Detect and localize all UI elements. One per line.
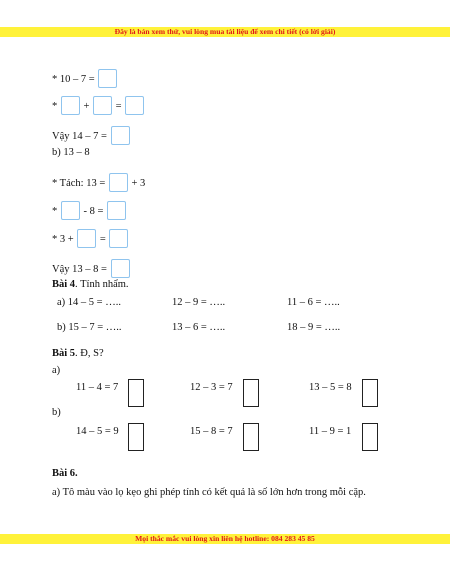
step-line-add	[52, 229, 129, 248]
exercise-4-item: 13 – 6 = …..	[172, 322, 226, 333]
exercise-instruction: . Đ, S?	[75, 348, 104, 359]
answer-box[interactable]	[109, 173, 128, 192]
true-false-item: 11 – 4 = 7	[76, 382, 119, 393]
exercise-title: Bài 4	[52, 279, 76, 290]
exercise-instruction: . Tính nhẩm.	[75, 279, 129, 290]
true-false-box[interactable]	[128, 423, 144, 451]
plus-sign: +	[83, 101, 90, 112]
answer-box[interactable]	[111, 259, 130, 278]
exercise-4-item: 11 – 6 = …..	[287, 297, 340, 308]
true-false-item: 14 – 5 = 9	[76, 426, 119, 437]
answer-box[interactable]	[109, 229, 128, 248]
true-false-box[interactable]	[243, 423, 259, 451]
step-line-2	[52, 96, 145, 115]
exercise-6-instruction: a) Tô màu vào lọ kẹo ghi phép tính có kết quả là số lớn hơn trong mỗi cặp.	[52, 487, 366, 498]
true-false-item: 15 – 8 = 7	[190, 426, 233, 437]
equals-sign: =	[115, 101, 122, 112]
true-false-box[interactable]	[243, 379, 259, 407]
answer-box[interactable]	[61, 96, 80, 115]
true-false-box[interactable]	[362, 423, 378, 451]
part-b-title: b) 13 – 8	[52, 147, 90, 158]
step-text: =	[99, 234, 106, 245]
step-line-1	[52, 69, 118, 88]
step-line-subtract	[52, 201, 127, 220]
part-a-label: a)	[52, 365, 61, 376]
exercise-4-heading	[52, 278, 129, 292]
preview-banner: Đây là bản xem thử, vui lòng mua tài liệu để xem chi tiết (có lời giải)	[0, 27, 450, 37]
answer-box[interactable]	[111, 126, 130, 145]
exercise-4-item: 18 – 9 = …..	[287, 322, 341, 333]
true-false-item: 12 – 3 = 7	[190, 382, 233, 393]
answer-box[interactable]	[61, 201, 80, 220]
step-line-conclusion	[52, 259, 131, 278]
step-line-split	[52, 173, 145, 192]
step-text: + 3	[131, 178, 146, 189]
exercise-5-heading	[52, 347, 104, 361]
exercise-4-item: 12 – 9 = …..	[172, 297, 226, 308]
step-line-3	[52, 126, 131, 145]
step-text: *	[52, 101, 58, 112]
hotline-banner: Mọi thắc mắc vui lòng xin liên hệ hotline: 084 283 45 85	[0, 534, 450, 544]
step-text: *	[52, 206, 58, 217]
conclusion-text: Vậy 13 – 8 =	[52, 264, 107, 275]
conclusion-text: Vậy 14 – 7 =	[52, 131, 107, 142]
exercise-title: Bài 5	[52, 348, 76, 359]
exercise-4-item: b) 15 – 7 = …..	[57, 322, 122, 333]
step-text: * 3 +	[52, 234, 74, 245]
exercise-6-heading	[52, 467, 78, 481]
answer-box[interactable]	[93, 96, 112, 115]
true-false-item: 11 – 9 = 1	[309, 426, 352, 437]
part-b-label: b)	[52, 407, 61, 418]
true-false-box[interactable]	[128, 379, 144, 407]
true-false-item: 13 – 5 = 8	[309, 382, 352, 393]
answer-box[interactable]	[107, 201, 126, 220]
step-text: - 8 =	[83, 206, 104, 217]
answer-box[interactable]	[98, 69, 117, 88]
answer-box[interactable]	[125, 96, 144, 115]
answer-box[interactable]	[77, 229, 96, 248]
step-text: * 10 – 7 =	[52, 74, 95, 85]
true-false-box[interactable]	[362, 379, 378, 407]
exercise-4-item: a) 14 – 5 = …..	[57, 297, 121, 308]
exercise-title: Bài 6.	[52, 468, 78, 479]
step-text: * Tách: 13 =	[52, 178, 106, 189]
